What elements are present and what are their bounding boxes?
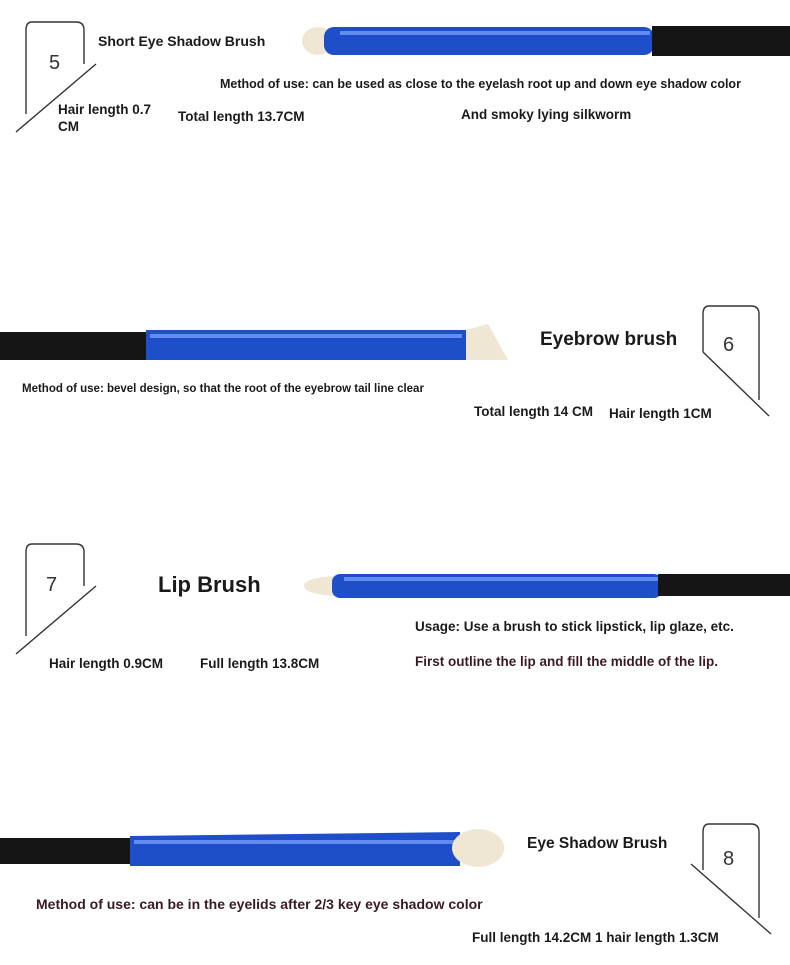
number-badge-8: 8 — [723, 848, 735, 870]
brush-5-usage-line1: Method of use: can be used as close to the eyelash root up and down eye shadow color — [220, 77, 741, 91]
brush-7-usage-line2: First outline the lip and fill the middle of the lip. — [415, 654, 718, 669]
brush-5-name: Short Eye Shadow Brush — [98, 33, 266, 49]
brush-7-total-length: Full length 13.8CM — [200, 656, 320, 671]
number-badge-7-frame — [14, 542, 104, 657]
brush-8-lengths: Full length 14.2CM 1 hair length 1.3CM — [472, 930, 719, 945]
brush-7-hair-length: Hair length 0.9CM — [49, 656, 164, 671]
brush-8-image — [0, 826, 510, 870]
brush-7-usage-line1: Usage: Use a brush to stick lipstick, lip glaze, etc. — [415, 619, 734, 634]
number-badge-6-frame — [695, 304, 775, 419]
brush-5-image — [300, 22, 790, 62]
brush-5-hair-length: Hair length 0.7 CM — [58, 102, 152, 134]
brush-8-usage-line1: Method of use: can be in the eyelids after 2/3 key eye shadow color — [36, 896, 483, 912]
brush-8-name: Eye Shadow Brush — [527, 835, 668, 852]
brush-6-image — [0, 320, 520, 370]
brush-7-image — [300, 568, 790, 604]
number-badge-5: 5 — [49, 52, 61, 74]
number-badge-8-frame — [689, 822, 779, 937]
brush-6-hair-length: Hair length 1CM — [609, 406, 712, 421]
brush-6-usage-line1: Method of use: bevel design, so that the root of the eyebrow tail line clear — [22, 383, 424, 395]
brush-5-total-length: Total length 13.7CM — [178, 109, 305, 124]
brush-7-name: Lip Brush — [158, 572, 261, 597]
number-badge-7: 7 — [46, 574, 58, 596]
brush-6-name: Eyebrow brush — [540, 329, 678, 350]
number-badge-6: 6 — [723, 334, 735, 356]
brush-6-total-length: Total length 14 CM — [474, 404, 594, 419]
brush-5-usage-line2: And smoky lying silkworm — [461, 107, 632, 122]
